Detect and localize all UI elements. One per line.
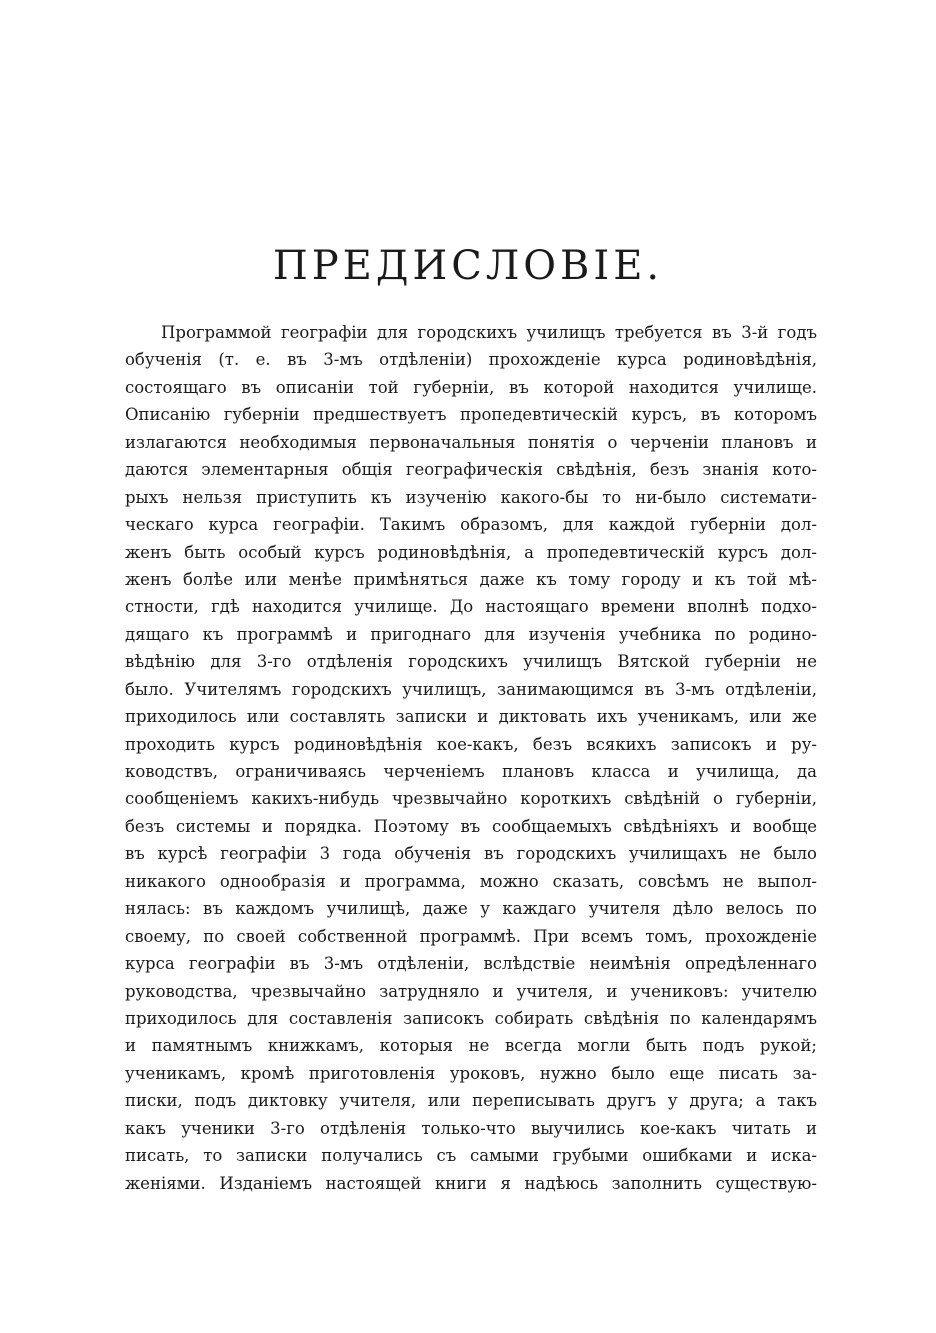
- text-line: писки, подъ диктовку учителя, или переписывать другъ у друга; а такъ: [125, 1091, 817, 1111]
- text-line: Описанію губерніи предшествуетъ пропедевтическій курсъ, въ которомъ: [125, 405, 817, 425]
- text-line: стности, гдѣ находится училище. До настоящаго времени вполнѣ подхо-: [125, 597, 817, 617]
- text-line: дящаго къ программѣ и пригоднаго для изученія учебника по родино-: [125, 624, 817, 644]
- page-title: ПРЕДИСЛОВІЕ.: [272, 243, 664, 289]
- text-line: никакого однообразія и программа, можно сказать, совсѣмъ не выпол-: [125, 871, 817, 891]
- text-line: сообщеніемъ какихъ-нибудь чрезвычайно короткихъ свѣдѣній о губерніи,: [125, 789, 817, 809]
- text-line: женъ болѣе или менѣе примѣняться даже къ тому городу и къ той мѣ-: [125, 569, 817, 589]
- text-line: какъ ученики 3-го отдѣленія только-что выучились кое-какъ читать и: [125, 1118, 817, 1138]
- text-line: безъ системы и порядка. Поэтому въ сообщаемыхъ свѣдѣніяхъ и вообще: [125, 816, 817, 836]
- text-line: рыхъ нельзя приступить къ изученію какого-бы то ни-было системати-: [125, 487, 817, 507]
- text-line: вѣдѣнію для 3-го отдѣленія городскихъ училищъ Вятской губерніи не: [125, 652, 817, 672]
- text-line: своему, по своей собственной программѣ. При всемъ томъ, прохожденіе: [125, 926, 817, 946]
- text-line: излагаются необходимыя первоначальныя понятія о черченіи плановъ и: [125, 432, 817, 452]
- text-line: и памятнымъ книжкамъ, которыя не всегда могли быть подъ рукой;: [125, 1036, 817, 1056]
- text-line: даются элементарныя общія географическія свѣдѣнія, безъ знанія кото-: [125, 460, 817, 480]
- text-line: женіями. Изданіемъ настоящей книги я надѣюсь заполнить существую-: [125, 1173, 817, 1193]
- text-line: женъ быть особый курсъ родиновѣдѣнія, а пропедевтическій курсъ дол-: [125, 542, 817, 562]
- text-line: было. Учителямъ городскихъ училищъ, занимающимся въ 3-мъ отдѣленіи,: [125, 679, 817, 699]
- text-line: обученія (т. е. въ 3-мъ отдѣленіи) прохожденіе курса родиновѣдѣнія,: [125, 350, 817, 370]
- text-line: ческаго курса географіи. Такимъ образомъ, для каждой губерніи дол-: [125, 515, 817, 535]
- text-line: Программой географіи для городскихъ училищъ требуется въ 3-й годъ: [161, 323, 817, 342]
- text-line: приходилось или составлять записки и диктовать ихъ ученикамъ, или же: [125, 707, 817, 727]
- text-line: состоящаго въ описаніи той губерніи, въ которой находится училище.: [125, 377, 817, 397]
- text-line: ученикамъ, кромѣ приготовленія уроковъ, нужно было еще писать за-: [125, 1063, 817, 1083]
- text-line: приходилось для составленія записокъ собирать свѣдѣнія по календарямъ: [125, 1008, 817, 1028]
- text-line: проходить курсъ родиновѣдѣнія кое-какъ, безъ всякихъ записокъ и ру-: [125, 734, 817, 754]
- text-line: ководствъ, ограничиваясь черченіемъ плановъ класса и училища, да: [125, 762, 817, 781]
- text-line: нялась: въ каждомъ училищѣ, даже у каждаго учителя дѣло велось по: [125, 899, 817, 919]
- text-line: въ курсѣ географіи 3 года обученія въ городскихъ училищахъ не было: [125, 844, 817, 864]
- text-line: писать, то записки получались съ самыми грубыми ошибками и иска-: [125, 1146, 817, 1166]
- text-line: курса географіи въ 3-мъ отдѣленіи, вслѣдствіе неимѣнія опредѣленнаго: [125, 954, 817, 974]
- text-line: руководства, чрезвычайно затрудняло и учителя, и учениковъ: учителю: [125, 981, 817, 1001]
- preface-text: [125, 319, 817, 1197]
